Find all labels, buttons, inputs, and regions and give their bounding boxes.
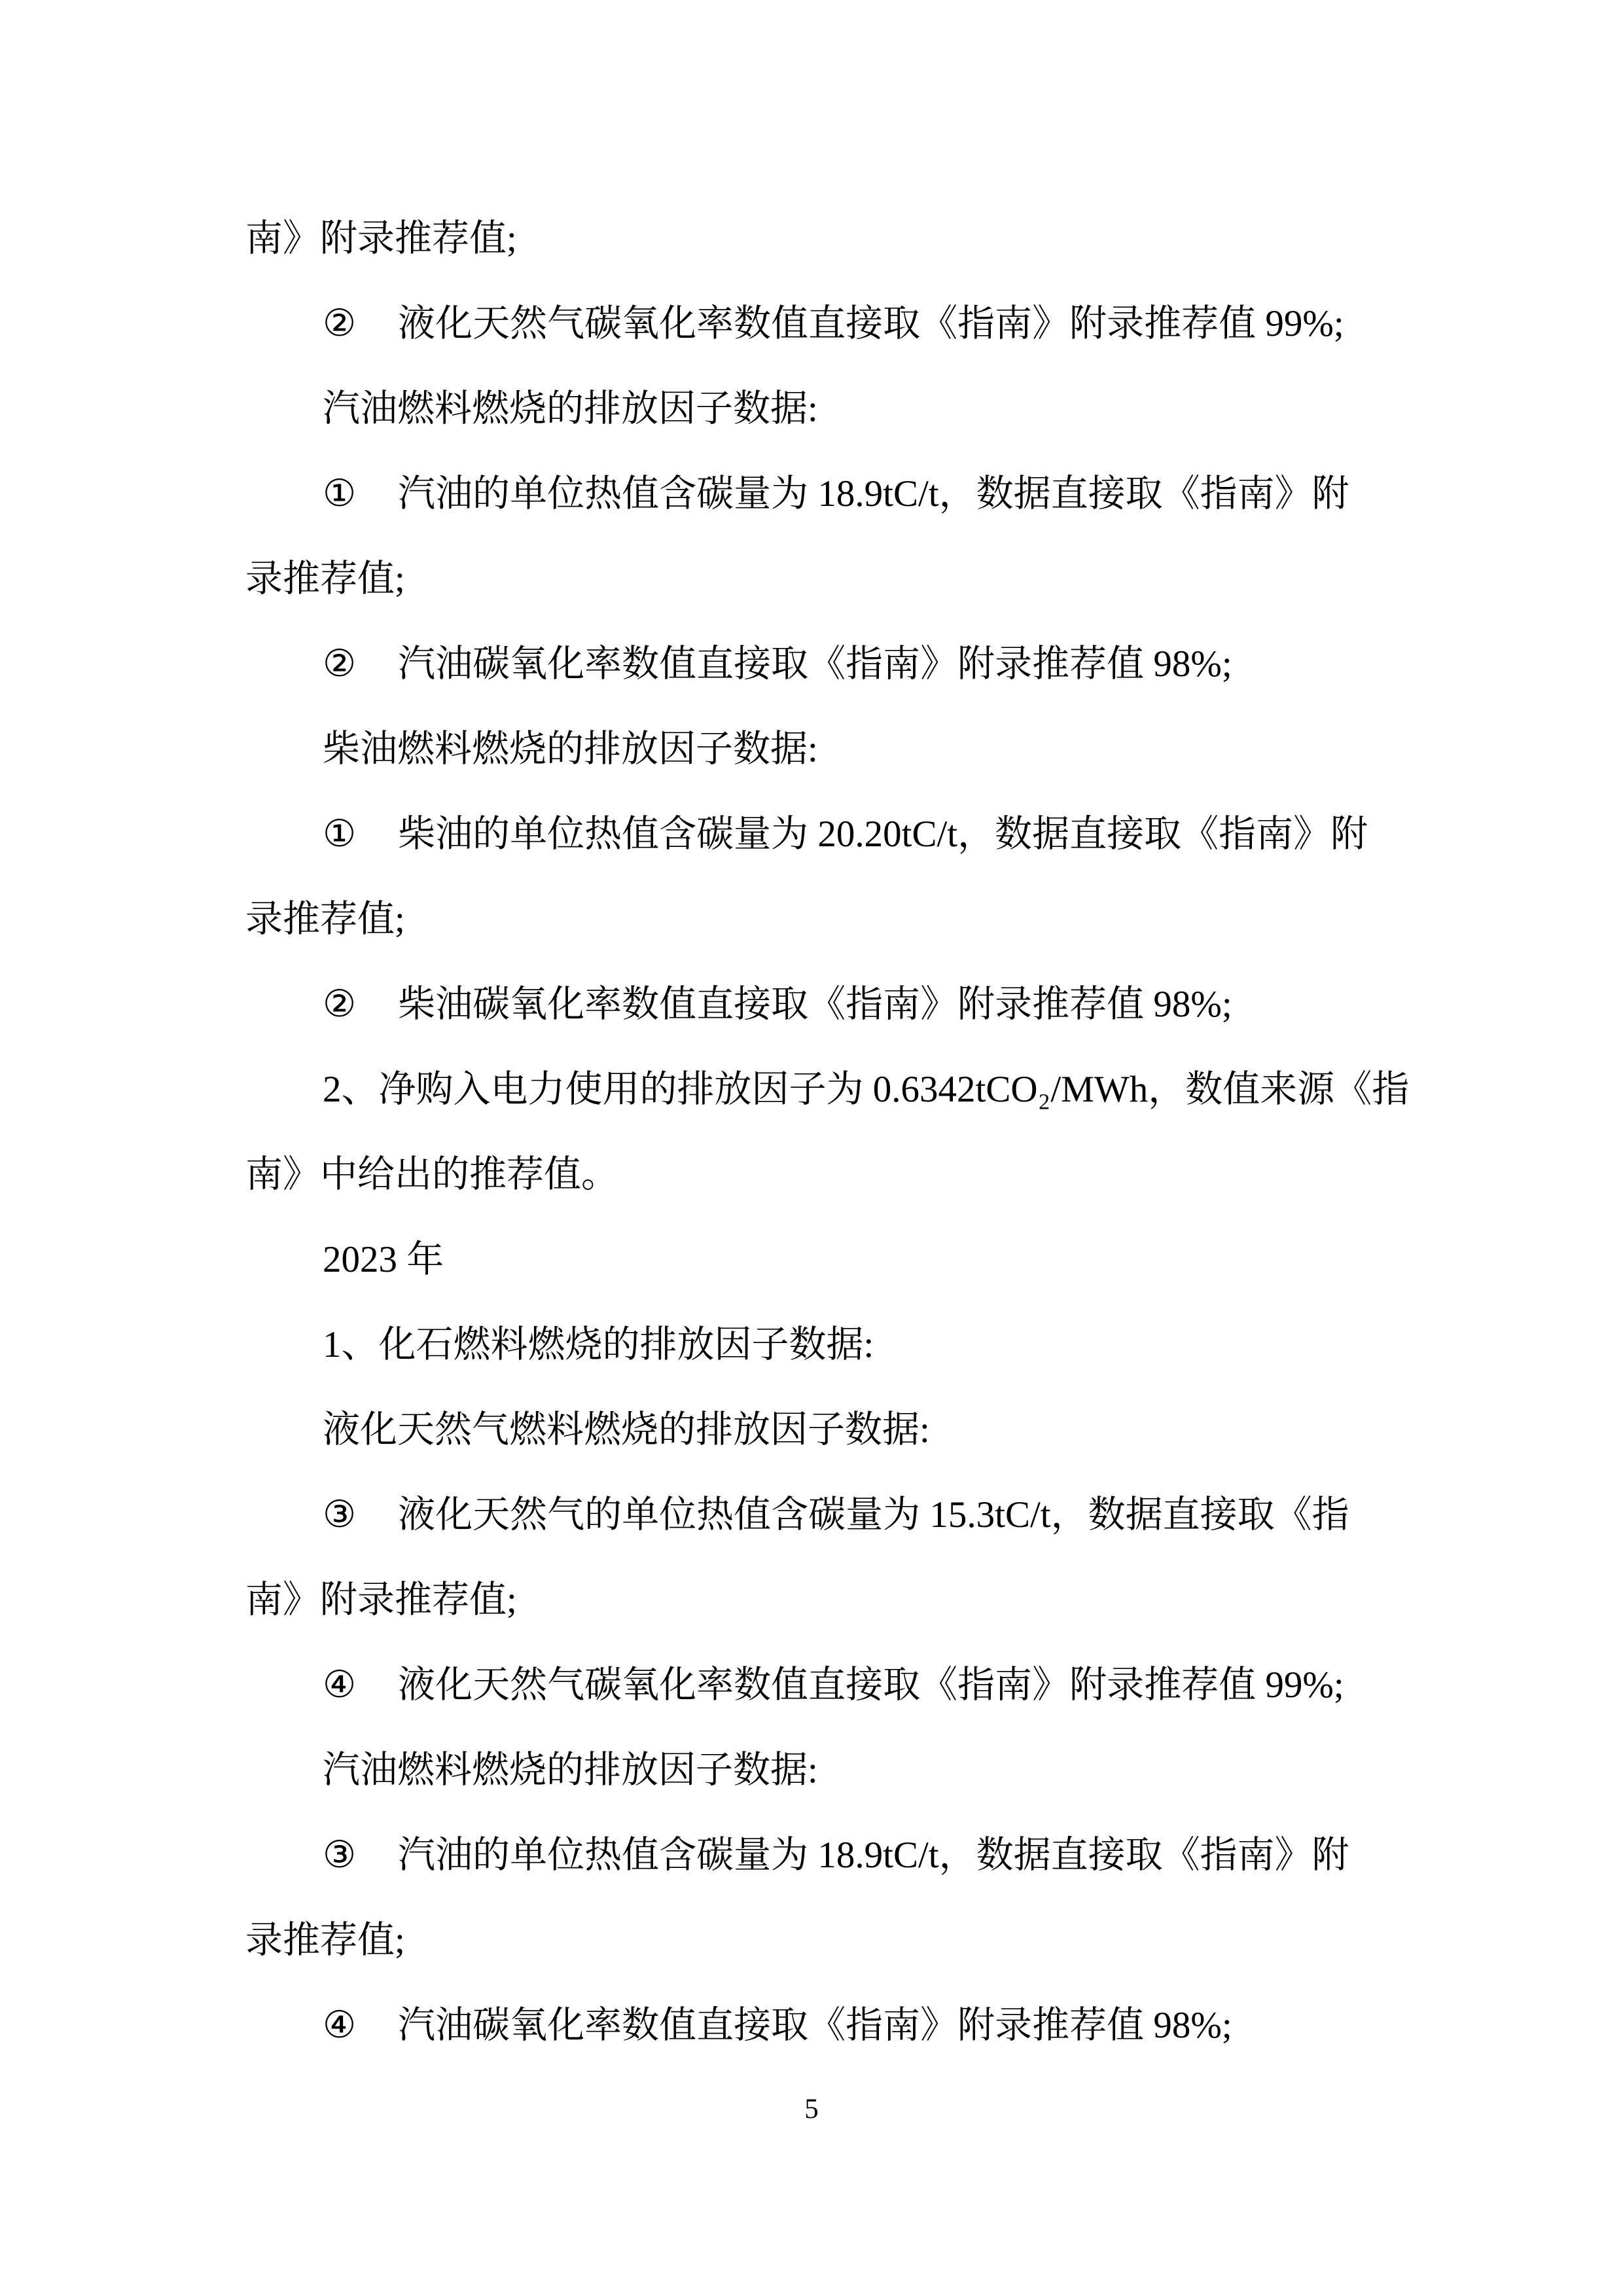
text-line bbox=[245, 1898, 1378, 1983]
line-text: 2、净购入电力使用的排放因子为 0.6342tCO₂/MWh，数值来源《指 bbox=[323, 1069, 1410, 1110]
circled-number-marker: ④ bbox=[323, 1664, 357, 1706]
text-line bbox=[245, 622, 1378, 707]
text-line bbox=[245, 537, 1378, 622]
line-text: 汽油碳氧化率数值直接取《指南》附录推荐值 98%; bbox=[398, 2005, 1232, 2046]
line-text: 汽油燃料燃烧的排放因子数据: bbox=[323, 1749, 818, 1791]
line-text: 汽油的单位热值含碳量为 18.9tC/t，数据直接取《指南》附 bbox=[398, 473, 1349, 514]
line-text: 录推荐值; bbox=[245, 558, 405, 600]
text-line bbox=[245, 1643, 1378, 1728]
circled-number-marker: ① bbox=[323, 473, 357, 514]
text-line bbox=[245, 1983, 1378, 2068]
text-line bbox=[245, 196, 1378, 281]
line-text: 汽油的单位热值含碳量为 18.9tC/t，数据直接取《指南》附 bbox=[398, 1835, 1349, 1876]
line-text: 南》中给出的推荐值。 bbox=[245, 1154, 618, 1195]
text-line bbox=[245, 1302, 1378, 1388]
line-text: 液化天然气燃料燃烧的排放因子数据: bbox=[323, 1409, 930, 1450]
text-line bbox=[245, 707, 1378, 792]
circled-number-marker: ② bbox=[323, 303, 357, 344]
line-text: 2023 年 bbox=[323, 1239, 444, 1280]
circled-number-marker: ② bbox=[323, 643, 357, 685]
line-text: 柴油的单位热值含碳量为 20.20tC/t，数据直接取《指南》附 bbox=[398, 814, 1368, 855]
text-line bbox=[245, 1813, 1378, 1898]
text-line bbox=[245, 367, 1378, 452]
circled-number-marker: ④ bbox=[323, 2005, 357, 2046]
page-footer bbox=[0, 2087, 1623, 2132]
text-line bbox=[245, 1728, 1378, 1813]
text-line bbox=[245, 962, 1378, 1047]
text-line bbox=[245, 1217, 1378, 1302]
text-line bbox=[245, 1388, 1378, 1473]
line-text: 1、化石燃料燃烧的排放因子数据: bbox=[323, 1324, 874, 1365]
line-text: 汽油燃料燃烧的排放因子数据: bbox=[323, 388, 818, 429]
circled-number-marker: ③ bbox=[323, 1494, 357, 1535]
text-line bbox=[245, 792, 1378, 877]
line-text: 录推荐值; bbox=[245, 1920, 405, 1961]
text-line bbox=[245, 1047, 1410, 1132]
text-line bbox=[245, 452, 1378, 537]
page-number: 5 bbox=[804, 2094, 819, 2125]
line-text: 柴油燃料燃烧的排放因子数据: bbox=[323, 728, 818, 770]
text-line bbox=[245, 877, 1378, 962]
text-block bbox=[245, 196, 1410, 2068]
line-text: 液化天然气的单位热值含碳量为 15.3tC/t，数据直接取《指 bbox=[398, 1494, 1349, 1535]
circled-number-marker: ① bbox=[323, 814, 357, 855]
text-line bbox=[245, 1132, 1378, 1217]
line-text: 柴油碳氧化率数值直接取《指南》附录推荐值 98%; bbox=[398, 984, 1232, 1025]
line-text: 南》附录推荐值; bbox=[245, 218, 517, 259]
text-line bbox=[245, 1558, 1378, 1643]
line-text: 液化天然气碳氧化率数值直接取《指南》附录推荐值 99%; bbox=[398, 303, 1344, 344]
text-line bbox=[245, 281, 1378, 367]
circled-number-marker: ③ bbox=[323, 1835, 357, 1876]
text-line bbox=[245, 1473, 1378, 1558]
line-text: 液化天然气碳氧化率数值直接取《指南》附录推荐值 99%; bbox=[398, 1664, 1344, 1706]
line-text: 录推荐值; bbox=[245, 899, 405, 940]
line-text: 南》附录推荐值; bbox=[245, 1579, 517, 1621]
circled-number-marker: ② bbox=[323, 984, 357, 1025]
line-text: 汽油碳氧化率数值直接取《指南》附录推荐值 98%; bbox=[398, 643, 1232, 685]
